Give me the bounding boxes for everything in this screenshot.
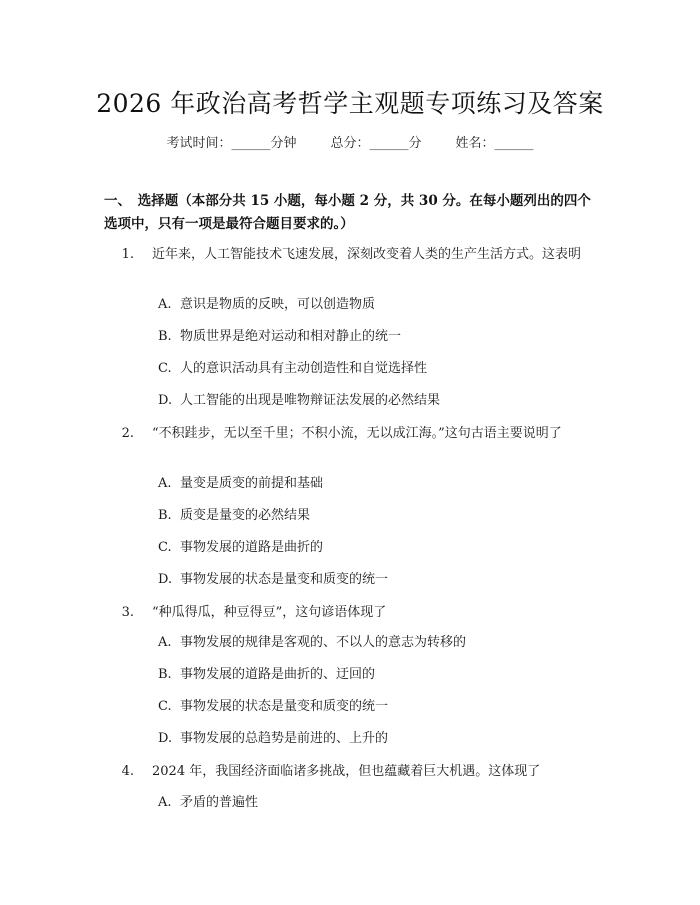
option-d <box>158 570 598 590</box>
option-label: A. <box>158 476 172 491</box>
exam-meta <box>0 132 700 151</box>
option-label: A. <box>158 635 172 650</box>
question-stem: 2024 年，我国经济面临诸多挑战，但也蕴藏着巨大机遇。这体现了 <box>152 764 541 779</box>
question-4 <box>104 761 604 783</box>
option-text: 事物发展的道路是曲折的 <box>180 540 324 555</box>
option-label: B. <box>158 329 172 344</box>
option-label: B. <box>158 667 172 682</box>
question-stem: “不积跬步，无以至千里；不积小流，无以成江海。”这句古语主要说明了 <box>152 426 562 441</box>
option-label: D. <box>158 572 173 587</box>
option-label: C. <box>158 361 172 376</box>
option-a <box>158 474 598 494</box>
option-a <box>158 633 598 653</box>
option-c <box>158 359 598 379</box>
option-text: 事物发展的总趋势是前进的、上升的 <box>180 731 389 746</box>
option-label: A. <box>158 795 172 810</box>
option-label: C. <box>158 540 172 555</box>
question-2 <box>104 423 604 445</box>
total-score-field: 总分：______分 <box>330 136 422 151</box>
option-label: A. <box>158 297 172 312</box>
option-text: 人的意识活动具有主动创造性和自觉选择性 <box>180 361 428 376</box>
option-b <box>158 665 598 685</box>
question-number: 3. <box>121 605 134 620</box>
option-label: B. <box>158 508 172 523</box>
option-a <box>158 793 598 813</box>
option-text: 事物发展的状态是量变和质变的统一 <box>180 699 389 714</box>
question-1 <box>104 244 604 266</box>
option-text: 事物发展的道路是曲折的、迂回的 <box>180 667 376 682</box>
exam-time-field: 考试时间：______分钟 <box>166 136 297 151</box>
option-label: D. <box>158 393 173 408</box>
option-a <box>158 295 598 315</box>
document-title: 2026 年政治高考哲学主观题专项练习及答案 <box>96 89 604 118</box>
option-text: 人工智能的出现是唯物辩证法发展的必然结果 <box>180 393 441 408</box>
question-stem: “种瓜得瓜，种豆得豆”，这句谚语体现了 <box>152 605 387 620</box>
option-text: 质变是量变的必然结果 <box>180 508 311 523</box>
question-3 <box>104 602 604 624</box>
option-text: 物质世界是绝对运动和相对静止的统一 <box>180 329 402 344</box>
question-number: 2. <box>121 426 134 441</box>
option-label: C. <box>158 699 172 714</box>
option-c <box>158 538 598 558</box>
option-c <box>158 697 598 717</box>
option-d <box>158 729 598 749</box>
question-number: 1. <box>121 247 134 262</box>
option-b <box>158 327 598 347</box>
question-number: 4. <box>121 764 134 779</box>
option-text: 事物发展的规律是客观的、不以人的意志为转移的 <box>180 635 467 650</box>
student-name-field: 姓名：______ <box>455 136 534 151</box>
section-heading: 一、 选择题（本部分共 15 小题，每小题 2 分，共 30 分。在每小题列出的四个选项中，只有一项是最符合题目要求的。） <box>104 193 591 232</box>
option-text: 矛盾的普遍性 <box>180 795 259 810</box>
option-b <box>158 506 598 526</box>
option-text: 意识是物质的反映，可以创造物质 <box>180 297 376 312</box>
option-text: 事物发展的状态是量变和质变的统一 <box>180 572 389 587</box>
option-d <box>158 391 598 411</box>
question-stem: 近年来，人工智能技术飞速发展，深刻改变着人类的生产生活方式。这表明 <box>152 247 582 262</box>
option-text: 量变是质变的前提和基础 <box>180 476 324 491</box>
option-label: D. <box>158 731 173 746</box>
